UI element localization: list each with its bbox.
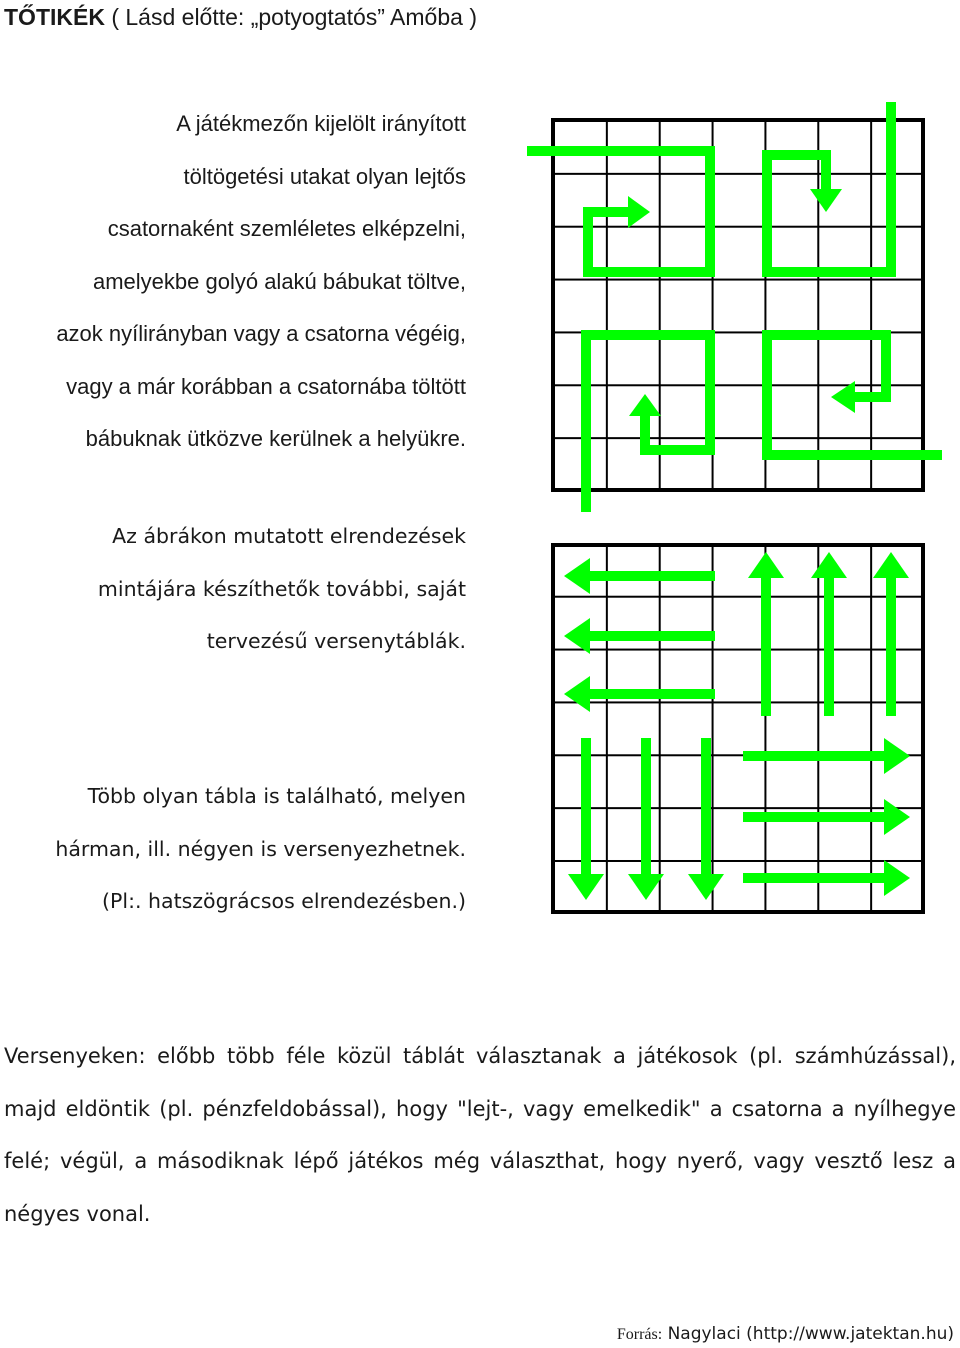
players-line: hárman, ill. négyen is versenyezhetnek. xyxy=(55,836,466,861)
rules-paragraph: Versenyeken: előbb több féle közül táblát választanak a játékosok (pl. számhúzással), majd eldöntik (pl. pénzfeldobással), hogy "lejt-, vagy emelkedik" a csatorna a nyílhegye felé; végül, a másodiknak lépő játékos még választhat, hogy nyerő, vagy vesztő lesz a négyes vonal. xyxy=(4,1044,956,1226)
title-rest: ( Lásd előtte: „potyogtatós” Amőba ) xyxy=(104,4,477,30)
layout-line: mintájára készíthetők további, saját xyxy=(97,576,466,601)
layout-line: tervezésű versenytáblák. xyxy=(206,629,466,653)
intro-line: bábuknak ütközve kerülnek a helyükre. xyxy=(85,426,466,451)
spiral-board xyxy=(527,102,942,512)
source-credit xyxy=(617,1324,954,1344)
title-bold: TŐTIKÉK xyxy=(4,4,105,30)
intro-line: amelyekbe golyó alakú bábukat töltve, xyxy=(92,268,466,294)
intro-line: azok nyílirányban vagy a csatorna végéig, xyxy=(56,321,466,346)
intro-line: töltögetési utakat olyan lejtős xyxy=(183,163,466,189)
source-text: Nagylaci (http://www.jatektan.hu) xyxy=(662,1324,954,1344)
players-line: (Pl:. hatszögrácsos elrendezésben.) xyxy=(102,889,466,913)
intro-line: vagy a már korábban a csatornába töltött xyxy=(66,373,466,399)
source-label: Forrás: xyxy=(616,1326,663,1343)
intro-line: csatornaként szemléletes elképzelni, xyxy=(107,216,466,241)
straight-board-grid xyxy=(553,545,923,912)
intro-line: A játékmezőn kijelölt irányított xyxy=(176,111,466,136)
layout-line: Az ábrákon mutatott elrendezések xyxy=(112,524,466,548)
spiral-board-grid xyxy=(553,120,923,490)
straight-board xyxy=(553,545,923,912)
players-line: Több olyan tábla is található, melyen xyxy=(87,784,466,808)
